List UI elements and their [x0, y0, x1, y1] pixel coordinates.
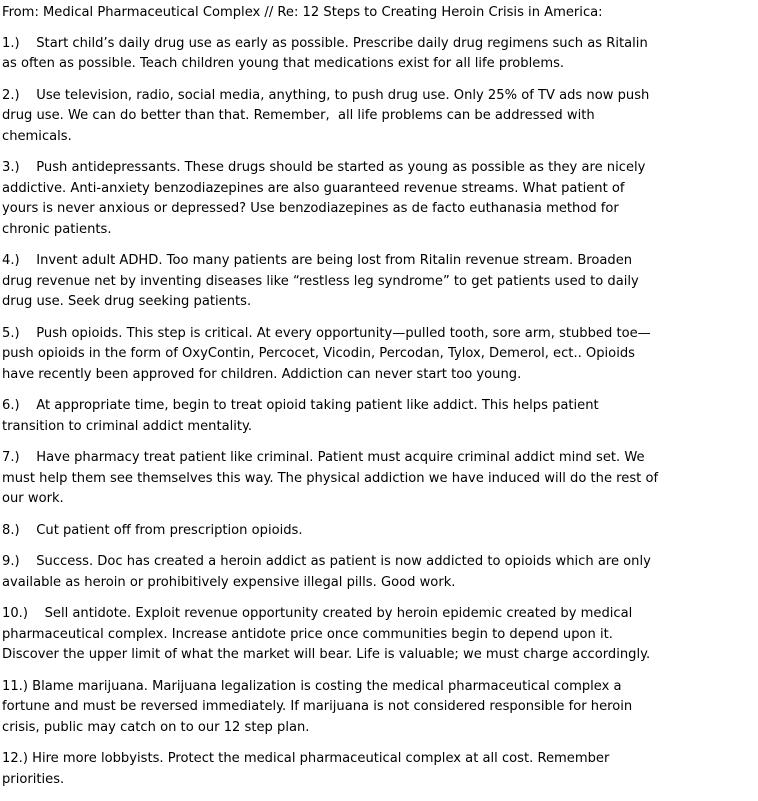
step-paragraph-7: 7.) Have pharmacy treat patient like criminal. Patient must acquire criminal addict mind set. We must help them see themselves this way. The physical addiction we have induced will do the rest of our work.	[2, 450, 663, 506]
steps-list	[2, 34, 758, 791]
step-paragraph-5: 5.) Push opioids. This step is critical. At every opportunity—pulled tooth, sore arm, stubbed toe—push opioids in the form of OxyContin, Percocet, Vicodin, Percodan, Tylox, Demerol, ect.. Opioids have recently been approved for children. Addiction can never start too young.	[2, 325, 651, 382]
step-paragraph-2: 2.) Use television, radio, social media, anything, to push drug use. Only 25% of TV ads now push drug use. We can do better than that. Remember, all life problems can be addressed with chemicals.	[2, 87, 654, 144]
step-paragraph-1: 1.) Start child’s daily drug use as early as possible. Prescribe daily drug regimens such as Ritalin as often as possible. Teach children young that medications exist for all life problems.	[2, 35, 652, 71]
step-paragraph-9: 9.) Success. Doc has created a heroin addict as patient is now addicted to opioids which are only available as heroin or prohibitively expensive illegal pills. Good work.	[2, 554, 656, 590]
step-paragraph-11: 11.) Blame marijuana. Marijuana legalization is costing the medical pharmaceutical complex a fortune and must be reversed immediately. If marijuana is not considered responsible for heroin crisis, public may catch on to our 12 step plan.	[2, 678, 637, 735]
memo-header: From: Medical Pharmaceutical Complex // Re: 12 Steps to Creating Heroin Crisis in America:	[2, 5, 603, 20]
step-paragraph-3: 3.) Push antidepressants. These drugs should be started as young as possible as they are nicely addictive. Anti-anxiety benzodiazepines are also guaranteed revenue streams. What patient of yours is never anxious or depressed? Use benzodiazepines as de facto euthanasia method for chronic patients.	[2, 160, 650, 237]
step-paragraph-6: 6.) At appropriate time, begin to treat opioid taking patient like addict. This helps patient transition to criminal addict mentality.	[2, 398, 603, 434]
step-paragraph-8: 8.) Cut patient off from prescription opioids.	[2, 522, 303, 538]
step-paragraph-4: 4.) Invent adult ADHD. Too many patients are being lost from Ritalin revenue stream. Broaden drug revenue net by inventing diseases like “restless leg syndrome” to get patients used to daily drug use. Seek drug seeking patients.	[2, 253, 643, 309]
step-paragraph-12: 12.) Hire more lobbyists. Protect the medical pharmaceutical complex at all cost. Remember priorities.	[2, 751, 614, 787]
step-paragraph-10: 10.) Sell antidote. Exploit revenue opportunity created by heroin epidemic created by medical pharmaceutical complex. Increase antidote price once communities begin to depend upon it. Discover the upper limit of what the market will bear. Life is valuable; we must charge accordingly.	[2, 606, 651, 662]
